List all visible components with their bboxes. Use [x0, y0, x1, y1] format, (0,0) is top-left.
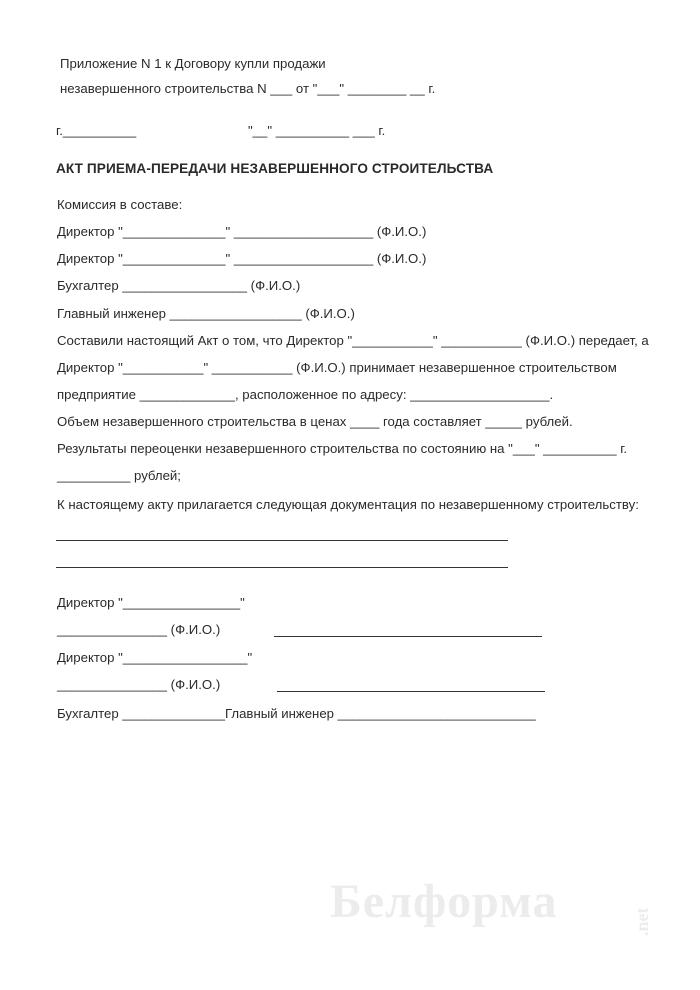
document-title: АКТ ПРИЕМА-ПЕРЕДАЧИ НЕЗАВЕРШЕННОГО СТРОИТЕЛЬСТВА: [56, 161, 494, 176]
signature-accountant-engineer: Бухгалтер ______________Главный инженер ___________________________: [57, 706, 536, 721]
signature-director-1: Директор "________________": [57, 595, 245, 610]
signature-line-1: [274, 636, 542, 637]
commission-accountant: Бухгалтер _________________ (Ф.И.О.): [57, 278, 301, 293]
appendix-header-line-1: Приложение N 1 к Договору купли продажи: [60, 56, 326, 71]
commission-intro: Комиссия в составе:: [57, 197, 183, 212]
commission-director-2: Директор "______________" ___________________ (Ф.И.О.): [57, 251, 427, 266]
watermark-logo: Белформа: [330, 875, 558, 928]
appendix-header-line-2: незавершенного строительства N ___ от "___" ________ __ г.: [60, 81, 436, 96]
signature-director-2: Директор "_________________": [57, 650, 253, 665]
date-field: "__" __________ ___ г.: [248, 123, 386, 138]
construction-volume: Объем незавершенного строительства в ценах ____ года составляет _____ рублей.: [57, 414, 573, 429]
signature-line-2: [277, 691, 545, 692]
signature-fio-2: _______________ (Ф.И.О.): [57, 677, 221, 692]
watermark-suffix: .net: [632, 907, 652, 936]
revaluation-line-1: Результаты переоценки незавершенного строительства по состоянию на "___" __________ г.: [57, 441, 628, 456]
attachment-blank-line-2: [56, 567, 508, 568]
act-statement-line-1: Составили настоящий Акт о том, что Директор "___________" ___________ (Ф.И.О.) передает, а: [57, 333, 649, 348]
commission-director-1: Директор "______________" ___________________ (Ф.И.О.): [57, 224, 427, 239]
attached-docs-intro: К настоящему акту прилагается следующая документация по незавершенному строительству:: [57, 497, 639, 512]
attachment-blank-line-1: [56, 540, 508, 541]
revaluation-line-2: __________ рублей;: [57, 468, 181, 483]
commission-chief-engineer: Главный инженер __________________ (Ф.И.О.): [57, 306, 355, 321]
act-statement-line-3: предприятие _____________, расположенное по адресу: ___________________.: [57, 387, 554, 402]
city-field: г.__________: [56, 123, 137, 138]
act-statement-line-2: Директор "___________" ___________ (Ф.И.О.) принимает незавершенное строительством: [57, 360, 617, 375]
signature-fio-1: _______________ (Ф.И.О.): [57, 622, 221, 637]
